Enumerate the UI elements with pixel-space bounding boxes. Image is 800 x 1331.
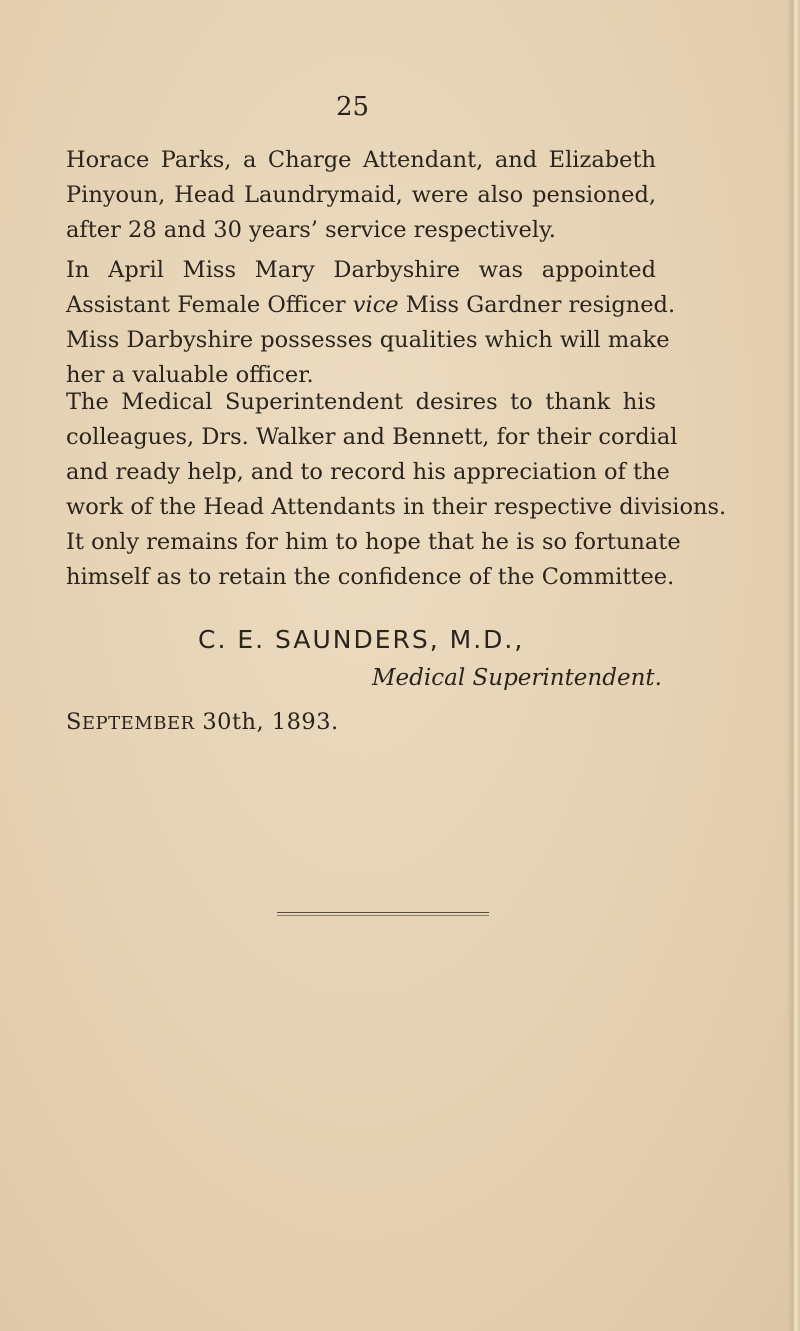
paragraph-pensions	[66, 143, 656, 248]
text-line: It only remains for him to hope that he is so fortunate	[66, 529, 681, 555]
text-line: In April Miss Mary Darbyshire was appointed	[66, 257, 656, 283]
text-line: Horace Parks, a Charge Attendant, and Elizabeth	[66, 147, 656, 173]
page-edge-shadow	[788, 0, 800, 1331]
text-line: and ready help, and to record his appreciation of the	[66, 459, 670, 485]
text-line: after 28 and 30 years’ service respectively.	[66, 217, 556, 243]
text-line: colleagues, Drs. Walker and Bennett, for their cordial	[66, 424, 678, 450]
text-line: work of the Head Attendants in their respective divisions.	[66, 494, 727, 520]
section-rule	[277, 912, 489, 916]
paragraph-thanks	[66, 385, 727, 525]
paragraph-appointment	[66, 253, 676, 393]
text-line: her a valuable officer.	[66, 362, 314, 388]
signature-title: Medical Superintendent.	[372, 665, 662, 691]
page-number: 25	[335, 92, 370, 122]
text-line: The Medical Superintendent desires to thank his	[66, 389, 656, 415]
text-line: Miss Darbyshire possesses qualities which will make	[66, 327, 670, 353]
text-line: Assistant Female Officer vice Miss Gardner resigned.	[66, 292, 676, 318]
text-line: Pinyoun, Head Laundrymaid, were also pensioned,	[66, 182, 656, 208]
text-line: himself as to retain the confidence of the Committee.	[66, 564, 675, 590]
date-line: SEPTEMBER 30th, 1893.	[66, 709, 339, 735]
italic-vice: vice	[352, 292, 399, 318]
signature-name: C. E. SAUNDERS, M.D.,	[198, 625, 525, 654]
paragraph-closing	[66, 525, 681, 595]
